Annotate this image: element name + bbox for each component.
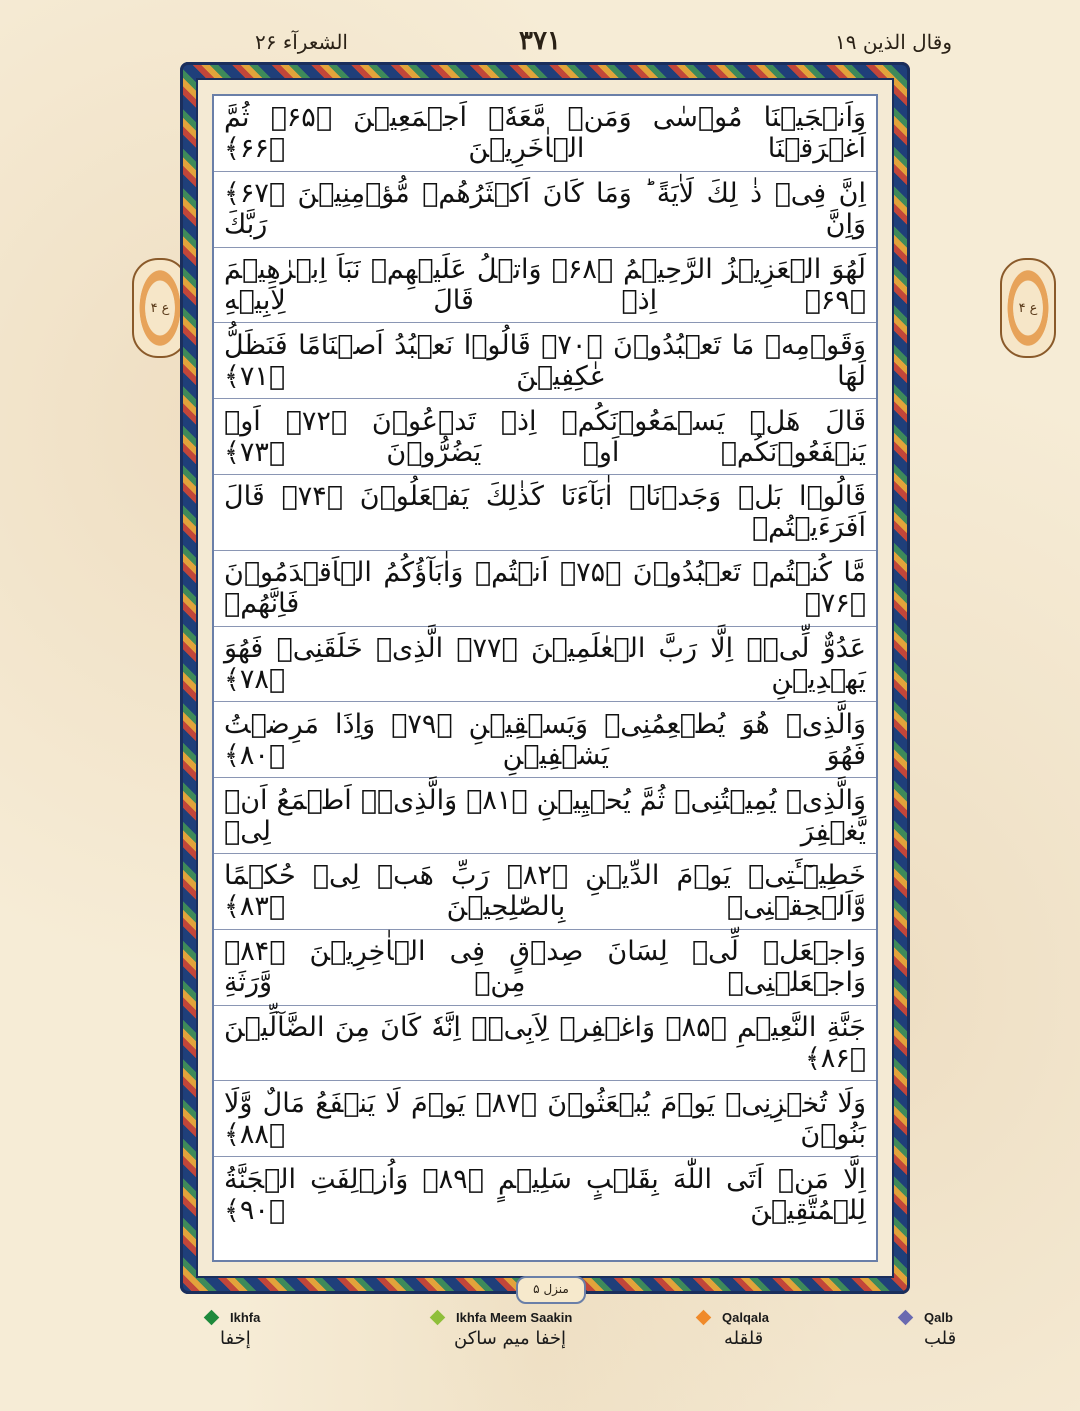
text-line-5: قَالَ هَلۡ يَسۡمَعُوۡنَكُمۡ اِذۡ تَدۡعُوۡنَ ﴿۷۲﴾ اَوۡ يَنۡفَعُوۡنَكُمۡ اَوۡ يَضُرُّوۡنَ ﴿۷۳﴾ — [214, 399, 876, 475]
text-line-13: جَنَّةِ النَّعِيۡمِ ﴿۸۵﴾ وَاغۡفِرۡ لِاَبِىۡۤ اِنَّهٗ كَانَ مِنَ الضَّآلِّيۡنَ ﴿۸۶﴾ — [214, 1006, 876, 1082]
juz-label: وقال الذین ۱۹ — [835, 30, 952, 54]
text-line-12: وَاجۡعَلۡ لِّىۡ لِسَانَ صِدۡقٍ فِى الۡاٰخِرِيۡنَ ﴿۸۴﴾ وَاجۡعَلۡنِىۡ مِنۡ وَّرَثَةِ — [214, 930, 876, 1006]
inner-frame — [196, 78, 894, 1278]
legend-label-ar: إخفا — [220, 1328, 251, 1349]
page-header — [40, 26, 1040, 62]
text-line-6: قَالُوۡا بَلۡ وَجَدۡنَاۤ اٰبَآءَنَا كَذٰلِكَ يَفۡعَلُوۡنَ ﴿۷۴﴾ قَالَ اَفَرَءَيۡتُمۡ — [214, 475, 876, 551]
diamond-icon — [430, 1310, 446, 1326]
diamond-icon — [898, 1310, 914, 1326]
legend-item-qalqala — [698, 1310, 818, 1370]
text-line-15: اِلَّا مَنۡ اَتَى اللّٰهَ بِقَلۡبٍ سَلِيۡمٍ ﴿۸۹﴾ وَاُزۡلِفَتِ الۡجَنَّةُ لِلۡمُتَّقِيۡنَ ﴿۹۰﴾ — [224, 1164, 867, 1227]
legend-item-ikhfa-meem-saakin — [432, 1310, 612, 1370]
legend-item-qalb — [900, 1310, 1000, 1370]
legend-label-en: Qalqala — [722, 1310, 769, 1325]
legend-label-en: Ikhfa Meem Saakin — [456, 1310, 573, 1325]
text-line-7: مَّا كُنۡتُمۡ تَعۡبُدُوۡنَ ﴿۷۵﴾ اَنۡتُمۡ وَاٰبَآؤُكُمُ الۡاَقۡدَمُوۡنَ ﴿۷۶﴾ فَاِنَّهُمۡ — [214, 551, 876, 627]
tajweed-legend — [0, 1302, 1080, 1402]
legend-label-ar: قلب — [924, 1328, 957, 1349]
text-line-11: خَطِيۡٓـَٔتِىۡ يَوۡمَ الدِّيۡنِ ﴿۸۲﴾ رَبِّ هَبۡ لِىۡ حُكۡمًا وَّاَلۡحِقۡنِىۡ بِالصّٰلِحِيۡنَ ﴿۸۳﴾ — [214, 854, 876, 930]
ruku-medallion-left: ع ۴ — [132, 258, 188, 358]
diamond-icon — [696, 1310, 712, 1326]
text-line-14: وَلَا تُخۡزِنِىۡ يَوۡمَ يُبۡعَثُوۡنَ ﴿۸۷﴾ يَوۡمَ لَا يَنۡفَعُ مَالٌ وَّلَا بَنُوۡنَ ﴿۸۸﴾ — [214, 1081, 876, 1157]
diamond-icon — [204, 1310, 220, 1326]
text-line-2: اِنَّ فِىۡ ذٰ لِكَ لَاٰيَةً ؕ وَمَا كَانَ اَكۡثَرُهُمۡ مُّؤۡمِنِيۡنَ ﴿۶۷﴾ وَاِنَّ رَبَّكَ — [214, 172, 876, 248]
page-number: ۳۷۱ — [519, 26, 561, 56]
manzil-marker: منزل ۵ — [516, 1276, 586, 1304]
surah-label: الشعرآء ۲۶ — [255, 30, 348, 54]
ornamental-border — [180, 62, 910, 1294]
ruku-medallion-right: ع ۴ — [1000, 258, 1056, 358]
text-line-4: وَقَوۡمِهٖ مَا تَعۡبُدُوۡنَ ﴿۷۰﴾ قَالُوۡا نَعۡبُدُ اَصۡنَامًا فَنَظَلُّ لَهَا عٰكِفِيۡنَ ﴿۷۱﴾ — [214, 323, 876, 399]
legend-label-en: Qalb — [924, 1310, 953, 1325]
quran-text-area — [212, 94, 878, 1262]
legend-label-ar: إخفا میم ساکن — [454, 1328, 567, 1349]
text-line-8: عَدُوٌّ لِّىۡۤ اِلَّا رَبَّ الۡعٰلَمِيۡنَ ﴿۷۷﴾ الَّذِىۡ خَلَقَنِىۡ فَهُوَ يَهۡدِيۡنِ ﴿۷۸﴾ — [214, 627, 876, 703]
legend-item-ikhfa — [206, 1310, 326, 1370]
text-line-10: وَالَّذِىۡ يُمِيۡتُنِىۡ ثُمَّ يُحۡيِيۡنِ ﴿۸۱﴾ وَالَّذِىۡۤ اَطۡمَعُ اَنۡ يَّغۡفِرَ لِىۡ — [214, 778, 876, 854]
text-line-3: لَهُوَ الۡعَزِيۡزُ الرَّحِيۡمُ ﴿۶۸﴾ وَاتۡلُ عَلَيۡهِمۡ نَبَاَ اِبۡرٰهِيۡمَ ﴿۶۹﴾ اِذۡ قَالَ لِاَبِيۡهِ — [214, 248, 876, 324]
text-line-9: وَالَّذِىۡ هُوَ يُطۡعِمُنِىۡ وَيَسۡقِيۡنِ ﴿۷۹﴾ وَاِذَا مَرِضۡتُ فَهُوَ يَشۡفِيۡنِ ﴿۸۰﴾ — [214, 702, 876, 778]
legend-label-ar: قلقله — [724, 1328, 764, 1349]
legend-label-en: Ikhfa — [230, 1310, 261, 1325]
text-line-1: وَاَنۡجَيۡنَا مُوۡسٰى وَمَنۡ مَّعَهٗۤ اَجۡمَعِيۡنَ ﴿۶۵﴾ ثُمَّ اَغۡرَقۡنَا الۡاٰخَرِيۡنَ ﴿۶۶﴾ — [214, 96, 876, 172]
